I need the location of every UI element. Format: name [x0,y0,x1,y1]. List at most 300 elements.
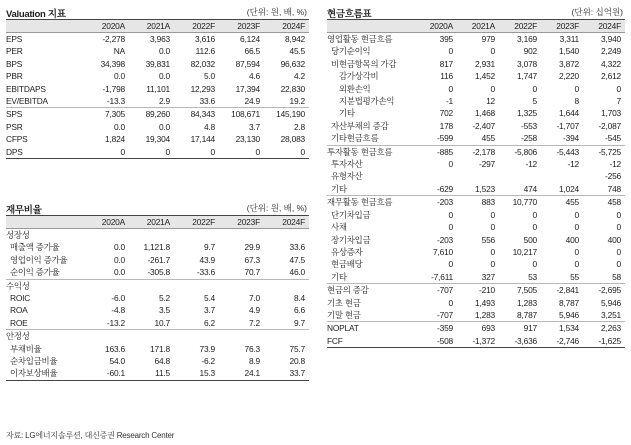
value-cell: 64.8 [154,356,170,367]
value-cell: 89,260 [129,108,174,121]
value-cell: 0 [219,146,264,159]
table-row [327,284,625,297]
value-cell: 10,217 [512,246,537,257]
value-cell: 455 [541,196,583,209]
value-cell: 902 [523,46,537,57]
value-cell: 20.8 [289,356,305,367]
value-cell: 455 [481,133,495,144]
table-row [6,83,309,95]
value-cell: 500 [523,234,537,245]
value-cell: -629 [437,183,453,194]
value-cell: 0.0 [113,71,125,82]
value-cell: 75.7 [289,343,305,354]
column-header: 2024F [264,20,309,33]
row-label: DPS [6,146,84,159]
table-row [327,335,625,348]
value-cell: 33.6 [289,242,305,253]
value-cell: -12 [609,159,621,170]
value-cell: 458 [583,196,625,209]
column-header: 2022F [499,20,541,33]
value-cell: -6.0 [111,293,125,304]
header-label-cell [327,20,415,33]
row-label: 매출액 증가율 [10,242,60,253]
cash-flow-title: 현금흐름표 [327,9,372,20]
value-cell: -4.8 [111,305,125,316]
value-cell: -33.6 [196,267,215,278]
value-cell: -7,611 [431,271,453,282]
value-cell: 3,251 [601,309,621,320]
value-cell: 5.2 [158,293,170,304]
value-cell: 0.0 [158,71,170,82]
value-cell: 748 [607,183,621,194]
value-cell: 0 [490,83,495,94]
value-cell: 817 [439,58,453,69]
value-cell: 7,305 [84,108,129,121]
table-row [327,196,625,209]
column-header: 2024F [264,216,309,229]
value-cell: -2,695 [583,284,625,297]
value-cell [174,229,219,242]
row-label: ROA [10,305,28,316]
value-cell: 66.5 [244,46,260,57]
value-cell: 163.6 [105,343,125,354]
value-cell: -3,636 [499,335,541,348]
row-label: 순차입금비율 [10,356,58,367]
row-label: 장기차입금 [331,234,371,245]
value-cell: -13.2 [106,317,125,328]
value-cell: -885 [415,145,457,158]
value-cell: 979 [481,34,495,44]
column-header: 2020A [84,20,129,33]
value-cell: 1,534 [541,322,583,335]
row-label: NOPLAT [327,322,415,335]
row-label: 외환손익 [339,83,371,94]
value-cell: 10.7 [154,317,170,328]
valuation-panel [6,6,309,159]
value-cell: 11.5 [129,367,174,380]
value-cell: -203 [415,196,457,209]
row-label: SPS [6,108,84,121]
row-label: PBR [6,71,23,82]
value-cell: 0 [448,259,453,270]
row-label: 감가상각비 [339,71,379,82]
table-row [6,95,309,108]
value-cell: 6.6 [293,305,305,316]
value-cell: 693 [457,322,499,335]
value-cell: 0 [174,146,219,159]
value-cell: 178 [439,120,453,131]
value-cell: -1,625 [583,335,625,348]
row-label: PSR [6,121,23,132]
table-row [327,158,625,170]
row-label: 투자활동 현금흐름 [327,145,415,158]
value-cell: 0.0 [113,267,125,278]
value-cell: 0.0 [113,121,125,132]
value-cell: 112.6 [195,46,215,57]
row-label: 기초 현금 [327,297,361,308]
value-cell: 917 [499,322,541,335]
value-cell: 1,283 [517,297,537,308]
column-header: 2022F [174,20,219,33]
value-cell: 24.9 [244,96,260,107]
value-cell: -256 [605,171,621,182]
financial-ratio-unit: (단위: 원, 배, %) [246,203,307,213]
value-cell: 0 [448,222,453,233]
column-header: 2024F [583,20,625,33]
column-header: 2023F [541,20,583,33]
value-cell: 0 [448,209,453,220]
table-row [6,70,309,82]
table-row [6,292,309,304]
table-row [327,145,625,158]
value-cell: 0 [264,146,309,159]
cash-flow-table [327,19,625,348]
column-header: 2020A [84,216,129,229]
value-cell: 46.0 [289,267,305,278]
value-cell: 1,540 [559,46,579,57]
row-label: 기타 [331,183,347,194]
value-cell: 3.5 [158,305,170,316]
table-row [327,107,625,119]
table-row [327,45,625,57]
row-label: CFPS [6,134,28,145]
value-cell: -508 [415,335,457,348]
value-cell: 47.5 [289,254,305,265]
value-cell: 702 [439,108,453,119]
value-cell [541,170,583,182]
value-cell: 29.9 [244,242,260,253]
value-cell: 8,787 [517,309,537,320]
row-label: 유형자산 [331,171,363,182]
value-cell: 0 [616,209,621,220]
row-label: 영업활동 현금흐름 [327,34,393,44]
value-cell: 58 [612,271,621,282]
value-cell: 7 [616,96,621,107]
row-label: ROIC [10,293,31,304]
value-cell: 4.2 [293,71,305,82]
value-cell: -2,746 [541,335,583,348]
value-cell: 0 [574,259,579,270]
value-cell: 7,610 [433,246,453,257]
value-cell: 0 [532,83,537,94]
row-label: 기타현금흐름 [331,133,379,144]
value-cell: 0 [616,83,621,94]
row-label: 현금의 증감 [327,284,415,297]
financial-ratio-header-row [6,216,309,229]
table-row [327,234,625,246]
value-cell: 0 [448,46,453,57]
value-cell: 10,770 [499,196,541,209]
value-cell [499,170,541,182]
value-cell: 7.0 [248,293,260,304]
value-cell: 1,325 [517,108,537,119]
value-cell [219,279,264,292]
value-cell: 2,612 [601,71,621,82]
table-row [327,170,625,182]
value-cell: 53 [528,271,537,282]
value-cell: 1,644 [559,108,579,119]
value-cell: 84,343 [174,108,219,121]
value-cell: -2,087 [598,120,621,131]
value-cell: 33.7 [264,367,309,380]
value-cell: 0 [532,209,537,220]
value-cell [219,330,264,343]
table-row [327,83,625,95]
value-cell [174,330,219,343]
value-cell: 1,703 [601,108,621,119]
value-cell: 0 [490,222,495,233]
value-cell: -553 [521,120,537,131]
value-cell: 9.7 [293,317,305,328]
value-cell: 54.0 [109,356,125,367]
value-cell: 3,169 [517,34,537,44]
value-cell: 400 [565,234,579,245]
value-cell: -305.8 [147,267,170,278]
value-cell: 19,304 [145,134,170,145]
cash-flow-header-row [327,20,625,33]
value-cell: 0.0 [158,121,170,132]
value-cell: 1,468 [475,108,495,119]
value-cell: 2,263 [583,322,625,335]
value-cell: 0 [616,246,621,257]
value-cell: 11,101 [146,83,170,94]
value-cell: 9.7 [203,242,215,253]
value-cell: -1,707 [556,120,579,131]
value-cell: 7.2 [248,317,260,328]
value-cell: 171.8 [150,343,170,354]
table-row [6,254,309,266]
value-cell: 0 [490,209,495,220]
value-cell: 8.9 [248,356,260,367]
table-row [327,132,625,145]
table-row [6,304,309,316]
table-row [327,120,625,132]
value-cell: 2,931 [475,58,495,69]
table-row [327,309,625,322]
table-row [327,246,625,258]
table-row [6,121,309,133]
value-cell: 2.8 [293,121,305,132]
value-cell: 3,311 [559,34,579,44]
value-cell: 2,249 [601,46,621,57]
table-row [6,45,309,57]
value-cell: 8.4 [293,293,305,304]
value-cell: -5,725 [583,145,625,158]
table-row [327,258,625,270]
value-cell: -210 [457,284,499,297]
value-cell: 0 [448,159,453,170]
value-cell: 6.2 [203,317,215,328]
value-cell: 0 [532,222,537,233]
value-cell [84,330,129,343]
value-cell: 1,824 [105,134,125,145]
row-label: 이자보상배율 [6,367,84,380]
value-cell: -12 [525,159,537,170]
table-row [6,317,309,330]
value-cell: 556 [481,234,495,245]
financial-ratio-header [6,202,309,215]
table-row [6,330,309,343]
cash-flow-panel [327,6,625,348]
value-cell: 8,787 [559,297,579,308]
value-cell: 28,083 [280,134,305,145]
valuation-header [6,6,309,19]
value-cell: 400 [607,234,621,245]
table-row [6,133,309,145]
valuation-table [6,19,309,159]
table-row [6,58,309,70]
value-cell: 17,394 [235,83,260,94]
value-cell: 0 [574,246,579,257]
value-cell: 1,747 [517,71,537,82]
value-cell: 70.7 [244,267,260,278]
value-cell: -707 [437,309,453,320]
value-cell: 0 [448,83,453,94]
value-cell: 76.3 [244,343,260,354]
table-row [327,183,625,196]
value-cell: 39,831 [145,58,170,69]
value-cell: 5,946 [601,297,621,308]
row-label: 현금배당 [331,259,363,270]
value-cell: 5,946 [559,309,579,320]
row-label: ROE [10,317,28,328]
value-cell: 0 [574,83,579,94]
row-label: 당기순이익 [331,46,371,57]
value-cell: 3,616 [195,34,215,44]
value-cell: 474 [523,183,537,194]
table-row [327,209,625,221]
cash-flow-unit: (단위: 십억원) [571,7,623,17]
value-cell [264,330,309,343]
table-row [327,297,625,309]
row-label: EPS [6,34,23,44]
column-header: 2021A [129,216,174,229]
value-cell: 96,632 [280,58,305,69]
value-cell [264,279,309,292]
row-label: 사채 [331,222,347,233]
value-cell: -6.2 [201,356,215,367]
value-cell: 883 [457,196,499,209]
value-cell: 45.5 [289,46,305,57]
value-cell [457,170,499,182]
value-cell: 0 [448,297,453,308]
value-cell: 4,322 [601,58,621,69]
value-cell: 17,144 [190,134,215,145]
value-cell: -2,278 [102,34,125,44]
value-cell: 7,505 [499,284,541,297]
value-cell: -1,798 [102,83,125,94]
row-label: 기말 현금 [327,309,361,320]
value-cell: 1,121.8 [143,242,170,253]
value-cell: 4.8 [203,121,215,132]
financial-ratio-title: 재무비율 [6,205,42,216]
value-cell [84,279,129,292]
value-cell: 1,523 [475,183,495,194]
table-row [6,343,309,355]
table-row [6,367,309,380]
column-header: 2021A [457,20,499,33]
value-cell: 0.0 [158,46,170,57]
cash-flow-header [327,6,625,19]
value-cell: -2,178 [457,145,499,158]
value-cell: -5,443 [541,145,583,158]
value-cell: -13.3 [106,96,125,107]
value-cell: -60.1 [84,367,129,380]
value-cell: 0 [532,259,537,270]
row-label: 투자자산 [331,159,363,170]
value-cell: 0 [490,259,495,270]
row-label: 영업이익 증가율 [10,254,68,265]
value-cell: 3,872 [559,58,579,69]
value-cell: 1,024 [559,183,579,194]
table-row [327,33,625,46]
column-header: 2023F [219,216,264,229]
row-label: PER [6,46,23,57]
value-cell [415,170,457,182]
row-label: 자산부채의 증감 [331,120,389,131]
row-label: EV/EBITDA [6,96,48,107]
value-cell: 67.3 [244,254,260,265]
value-cell: 43.9 [199,254,215,265]
value-cell: 395 [439,34,453,44]
value-cell: 22,830 [280,83,305,94]
value-cell: 4.9 [248,305,260,316]
value-cell: 0 [129,146,174,159]
value-cell: 0.0 [113,254,125,265]
column-header: 2020A [415,20,457,33]
table-row [6,33,309,46]
value-cell: 327 [481,271,495,282]
table-row [6,279,309,292]
row-label: EBITDAPS [6,83,46,94]
table-row [327,221,625,233]
value-cell: -2,841 [541,284,583,297]
value-cell: 0.0 [113,242,125,253]
table-row [6,108,309,121]
value-cell: -599 [437,133,453,144]
table-row [327,58,625,70]
value-cell: NA [113,46,125,57]
financial-ratio-panel [6,202,309,381]
value-cell: 3.7 [248,121,260,132]
value-cell: -545 [605,133,621,144]
value-cell: 0 [616,222,621,233]
value-cell: 12,293 [190,83,215,94]
value-cell: 0 [490,246,495,257]
value-cell: 2,220 [559,71,579,82]
value-cell: 87,594 [235,58,260,69]
valuation-header-row [6,20,309,33]
row-label: 기타 [331,271,347,282]
row-label: 비현금항목의 가감 [331,58,397,69]
value-cell: 55 [570,271,579,282]
valuation-title: Valuation 지표 [6,9,66,20]
value-cell: -203 [437,234,453,245]
value-cell: 3,078 [517,58,537,69]
row-label: 수익성 [6,279,84,292]
value-cell: 6,124 [240,34,260,44]
value-cell: -1,372 [457,335,499,348]
row-label: 유상증자 [331,246,363,257]
table-row [327,271,625,284]
value-cell: 0 [574,209,579,220]
row-label: 부채비율 [10,343,42,354]
value-cell: 0 [84,146,129,159]
value-cell: 116 [440,71,453,82]
table-row [6,229,309,242]
value-cell: 8 [574,96,579,107]
value-cell: -394 [563,133,579,144]
